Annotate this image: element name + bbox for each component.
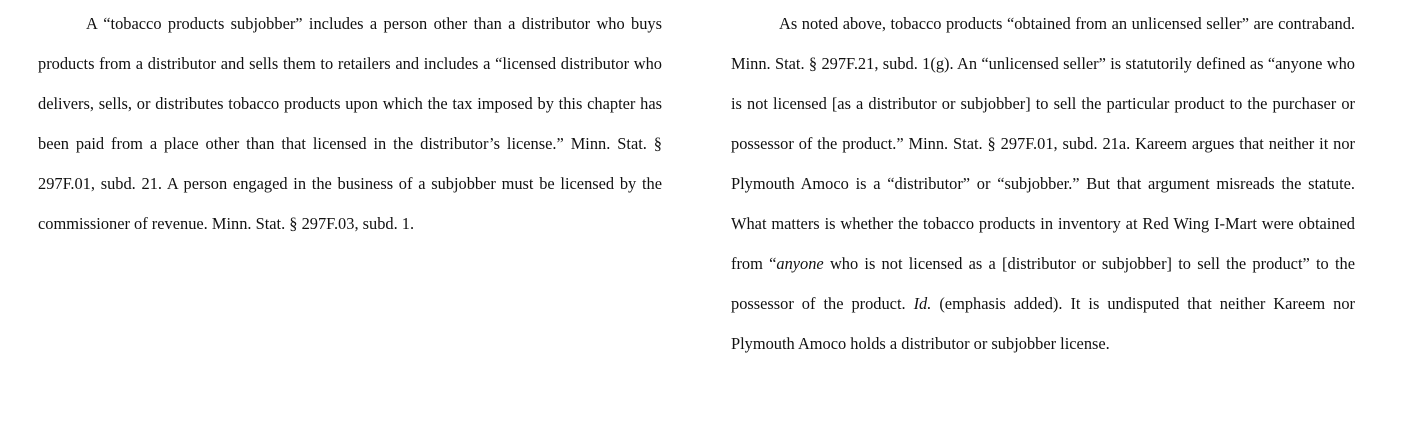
paragraph-text-part-1: As noted above, tobacco products “obtained from an unlicensed seller” are contraband. Minn. Stat. § 297F.21, subd. 1(g). An “unlicensed seller” is statutorily defined as “anyone who is not licensed [as a distributor or subjobber] to sell the particular product to the purchaser or possessor of the product.” Minn. Stat. § 297F.01, subd. 21a. Kareem argues that neither it nor Plymouth Amoco is a “distributor” or “subjobber.” But that argument misreads the statute. What matters is whether the tobacco products in inventory at Red Wing I-Mart were obtained from “	[731, 14, 1355, 273]
left-column	[38, 4, 662, 244]
right-column	[731, 4, 1355, 364]
emphasized-word: anyone	[776, 254, 824, 273]
subjobber-definition-paragraph: A “tobacco products subjobber” includes a person other than a distributor who buys products from a distributor and sells them to retailers and includes a “licensed distributor who delivers, sells, or distributes tobacco products upon which the tax imposed by this chapter has been paid from a place other than that licensed in the distributor’s license.” Minn. Stat. § 297F.01, subd. 21. A person engaged in the business of a subjobber must be licensed by the commissioner of revenue. Minn. Stat. § 297F.03, subd. 1.	[38, 14, 662, 233]
paragraph-text-part-2: who is not licensed as a [distributor or subjobber] to sell the product” to the possessor of the product.	[731, 254, 1356, 313]
id-citation: Id.	[913, 294, 932, 313]
paragraph-text-part-3: (emphasis added). It is undisputed that neither Kareem nor Plymouth Amoco holds a distributor or subjobber license.	[731, 294, 1355, 353]
unlicensed-seller-paragraph	[731, 4, 1355, 364]
